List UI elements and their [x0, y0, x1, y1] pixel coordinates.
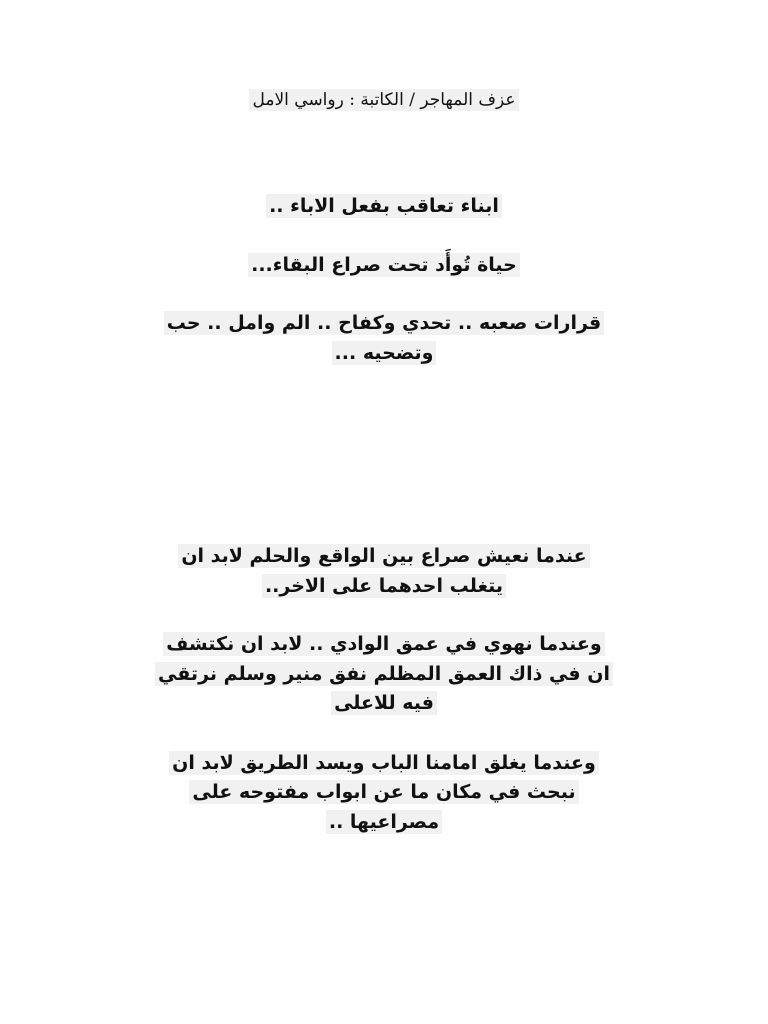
paragraph-line: [0, 663, 768, 685]
intro-line: [0, 312, 768, 334]
paragraph-line: [0, 633, 768, 655]
paragraph-line: [0, 752, 768, 774]
intro-line: [0, 254, 768, 276]
title-line: [0, 90, 768, 110]
paragraph-text: نبحث في مكان ما عن ابواب مفتوحه على: [189, 780, 578, 804]
paragraph-line: [0, 811, 768, 833]
paragraph-text: وعندما نهوي في عمق الوادي .. لابد ان نكتشف: [163, 632, 604, 656]
intro-text: حياة تُوأَد تحت صراع البقاء...: [248, 253, 520, 277]
intro-text: قرارات صعبه .. تحدي وكفاح .. الم وامل .. حب: [164, 311, 605, 335]
intro-line: [0, 342, 768, 364]
title-text: عزف المهاجر / الكاتبة : رواسي الامل: [249, 89, 518, 111]
paragraph-line: [0, 692, 768, 714]
paragraph-line: [0, 575, 768, 597]
paragraph-text: مصراعيها ..: [326, 810, 442, 834]
intro-text: ابناء تعاقب بفعل الاباء ..: [266, 194, 502, 218]
paragraph-text: فيه للاعلى: [331, 691, 437, 715]
paragraph-text: وعندما يغلق امامنا الباب ويسد الطريق لابد ان: [169, 751, 599, 775]
paragraph-line: [0, 781, 768, 803]
intro-line: [0, 195, 768, 217]
paragraph-text: عندما نعيش صراع بين الواقع والحلم لابد ان: [178, 544, 589, 568]
paragraph-line: [0, 545, 768, 567]
paragraph-text: ان في ذاك العمق المظلم نفق منير وسلم نرتقي: [155, 662, 613, 686]
intro-text: وتضحيه ...: [332, 341, 437, 365]
paragraph-text: يتغلب احدهما على الاخر..: [262, 574, 506, 598]
